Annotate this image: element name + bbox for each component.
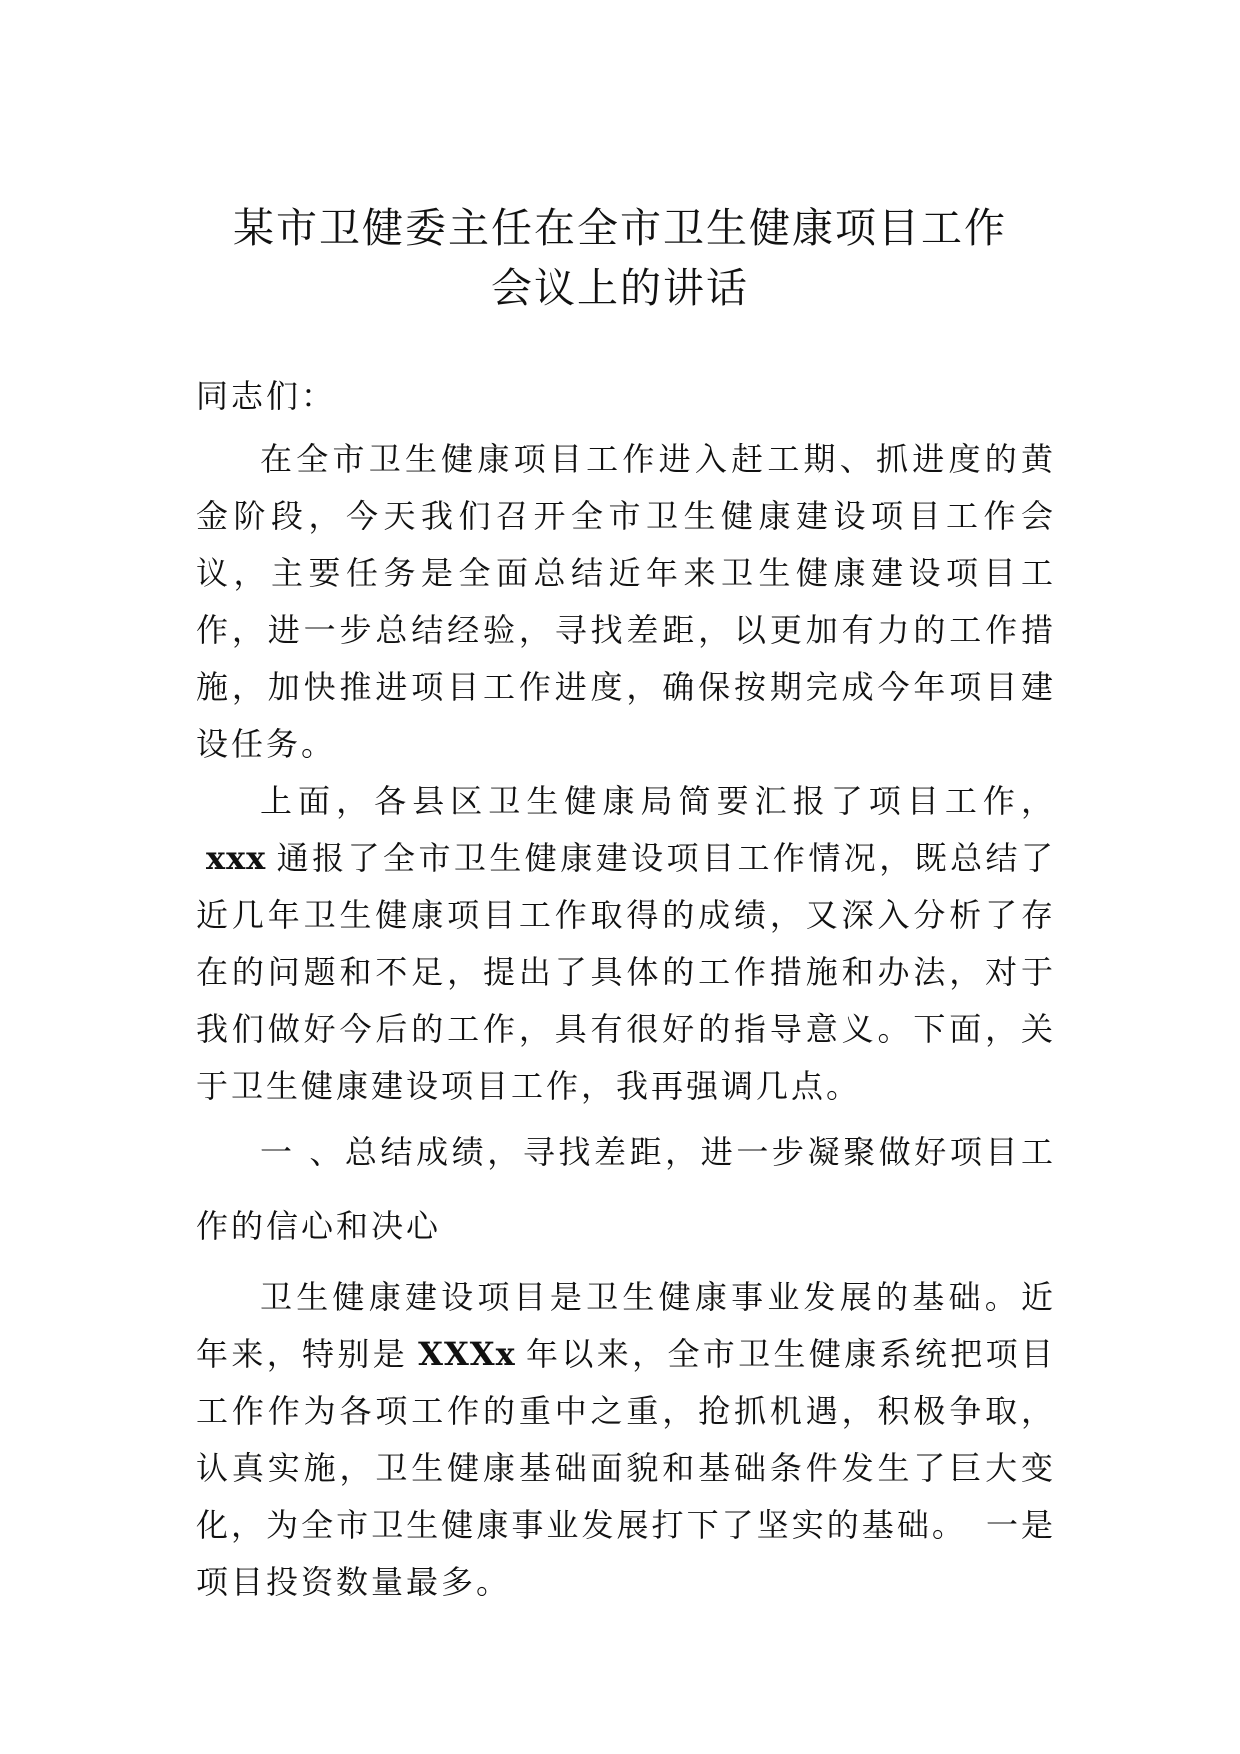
title-line-2: 会议上的讲话	[491, 264, 749, 312]
reporter-name: xxx	[206, 839, 267, 877]
section-heading-1: 一 、总结成绩，寻找差距，进一步凝聚做好项目工作的信心和决心	[196, 1133, 1056, 1245]
document-body	[196, 368, 1056, 1611]
paragraph-2-text-end: 通报了全市卫生健康建设项目工作情况，既总结了近几年卫生健康项目工作取得的成绩，又深入分析了存在的问题和不足，提出了具体的工作措施和办法，对于我们做好今后的工作，具有很好的指导意义。下面，关于卫生健康建设项目工作，我再强调几点。	[196, 839, 1056, 1105]
title-line-1: 某市卫健委主任在全市卫生健康项目工作	[233, 204, 1007, 252]
paragraph-2-text-start: 上面，各县区卫生健康局简要汇报了项目工作，	[260, 782, 1056, 820]
salutation: 同志们：	[196, 377, 337, 415]
paragraph-1: 在全市卫生健康项目工作进入赶工期、抓进度的黄金阶段，今天我们召开全市卫生健康建设项目工作会议，主要任务是全面总结近年来卫生健康建设项目工作，进一步总结经验，寻找差距，以更加有力的工作措施，加快推进项目工作进度，确保按期完成今年项目建设任务。	[196, 440, 1056, 763]
paragraph-3-text-start: 卫生健康建设项目是卫生健康事业发展的基础。近年来，特别是	[196, 1278, 1056, 1373]
document-title	[150, 198, 1090, 318]
paragraph-3-text-end: 年以来，全市卫生健康系统把项目工作作为各项工作的重中之重，抢抓机遇，积极争取，认真实施，卫生健康基础面貌和基础条件发生了巨大变化，为全市卫生健康事业发展打下了坚实的基础。 一是项目投资数量最多。	[196, 1335, 1056, 1601]
paragraph-2	[196, 773, 1056, 1115]
paragraph-3	[196, 1269, 1056, 1611]
year-placeholder: XXXx	[418, 1335, 516, 1373]
